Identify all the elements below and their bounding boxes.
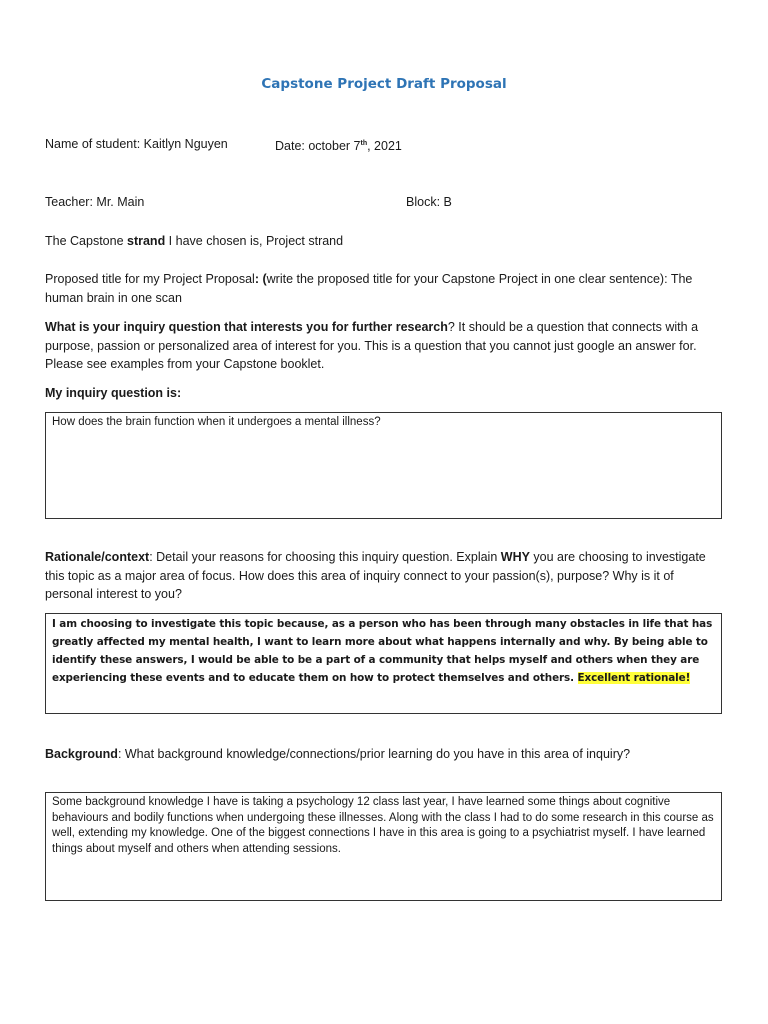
background-answer-box bbox=[45, 792, 722, 901]
title-prompt bbox=[45, 270, 725, 307]
block-line bbox=[406, 193, 452, 211]
rationale-prompt bbox=[45, 548, 725, 604]
inquiry-prompt-rest: ? It should be a question that connects with a purpose, passion or personalized area of interest for you. This is a question that you cannot just google an answer for. Please see examples from your Capstone booklet. bbox=[45, 320, 699, 371]
rationale-prompt-why: WHY bbox=[500, 550, 530, 564]
strand-value: Project strand bbox=[265, 234, 344, 248]
teacher-label: Teacher: bbox=[45, 195, 97, 209]
inquiry-answer: How does the brain function when it undergoes a mental illness? bbox=[52, 416, 381, 428]
rationale-prompt-rest: you are choosing to investigate this topic as a major area of focus. How does this area of inquiry connect to your passion(s), purpose? Why is it of personal interest to you? bbox=[45, 550, 706, 601]
rationale-answer: I am choosing to investigate this topic because, as a person who has been through many obstacles in life that has greatly affected my mental health, I want to learn more about what happens internally and why. By being able to identify these answers, I would be able to be a part of a community that helps myself and others when they are experiencing these events and to educate them on how to protect themselves and others. bbox=[52, 618, 713, 684]
background-prompt-rest: : What background knowledge/connections/prior learning do you have in this area of inquiry? bbox=[117, 747, 631, 761]
strand-pre: The Capstone bbox=[45, 234, 127, 248]
strand-post: I have chosen is, bbox=[165, 234, 266, 248]
inquiry-label: My inquiry question is: bbox=[45, 386, 182, 400]
title-prompt-pre: Proposed title for my Project Proposal bbox=[45, 272, 255, 286]
date-year: , 2021 bbox=[367, 139, 402, 153]
inquiry-prompt bbox=[45, 318, 725, 374]
inquiry-prompt-bold: What is your inquiry question that interests you for further research bbox=[45, 320, 448, 334]
name-label: Name of student: bbox=[45, 137, 144, 151]
background-prompt bbox=[45, 745, 630, 763]
rationale-answer-text bbox=[46, 614, 721, 688]
student-line bbox=[45, 135, 228, 153]
background-prompt-bold: Background bbox=[45, 747, 118, 761]
title-prompt-post: write the proposed title for your Capstone Project in one clear sentence): bbox=[266, 272, 671, 286]
rationale-prompt-mid: : Detail your reasons for choosing this inquiry question. Explain bbox=[149, 550, 501, 564]
strand-bold: strand bbox=[127, 234, 166, 248]
teacher-comment-highlight: Excellent rationale! bbox=[577, 672, 691, 684]
page-title: Capstone Project Draft Proposal bbox=[261, 76, 507, 92]
rationale-answer-box bbox=[45, 613, 722, 714]
date-line bbox=[275, 135, 402, 155]
date-value: october 7 bbox=[308, 139, 361, 153]
inquiry-answer-box bbox=[45, 412, 722, 519]
inquiry-label-line bbox=[45, 384, 181, 402]
date-superscript: th bbox=[360, 140, 368, 147]
block-value: B bbox=[443, 195, 452, 209]
background-answer: Some background knowledge I have is taking a psychology 12 class last year, I have learned some things about cognitive behaviours and bodily functions when undergoing these illnesses. Along with the class I had to do some research in this course as well, extending my knowledge. One of the biggest connections I have in this area is going to a psychiatrist myself. I have learned things about myself and others when attending sessions. bbox=[52, 796, 714, 855]
teacher-name: Mr. Main bbox=[96, 195, 145, 209]
student-name: Kaitlyn Nguyen bbox=[143, 137, 228, 151]
teacher-line bbox=[45, 193, 144, 211]
proposed-title: The human brain in one scan bbox=[45, 272, 693, 305]
strand-line bbox=[45, 232, 343, 250]
date-label: Date: bbox=[275, 139, 309, 153]
block-label: Block: bbox=[406, 195, 444, 209]
rationale-prompt-bold: Rationale/context bbox=[45, 550, 150, 564]
title-prompt-bold: : ( bbox=[254, 272, 267, 286]
